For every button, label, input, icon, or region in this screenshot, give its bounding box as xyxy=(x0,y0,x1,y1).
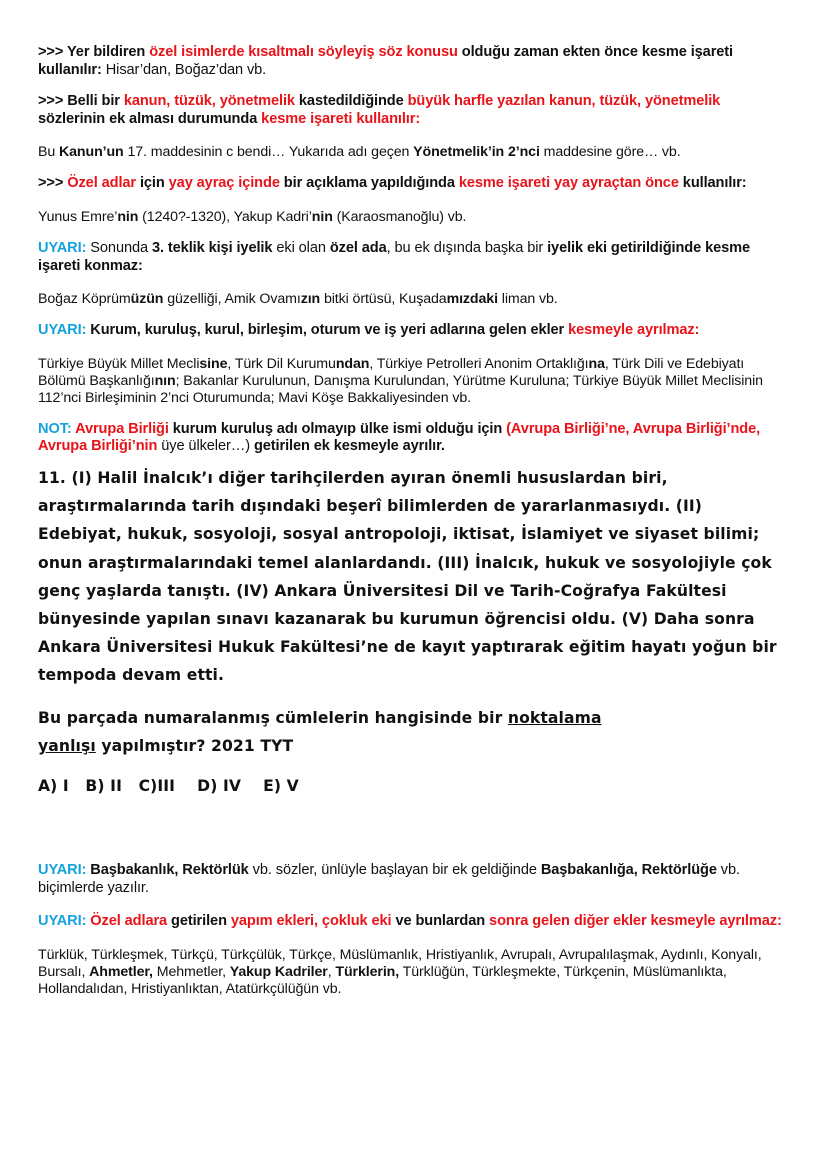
example-text: Boğaz Köprüm xyxy=(38,291,131,308)
warning-bold: özel ada xyxy=(329,239,387,256)
example-text: Türkiye Büyük Millet Mecli xyxy=(38,355,200,372)
warning-label: UYARI: xyxy=(38,862,87,879)
warning-text: Sonunda xyxy=(86,239,152,256)
warning-text: eki olan xyxy=(272,239,330,256)
document-page xyxy=(38,44,790,998)
example-possessive xyxy=(38,291,790,308)
warning-consonant-softening xyxy=(38,862,790,897)
rule-text: kullanılır: xyxy=(678,175,747,192)
example-text: liman vb. xyxy=(497,291,558,308)
warning-bold: iyelik eki getirildiğinde kesme işareti konmaz: xyxy=(38,239,751,274)
rule-text: sözlerinin ek alması durumunda xyxy=(38,110,262,127)
example-bold: Kanun’un xyxy=(59,144,124,161)
example-text: Türklük, Türkleşmek, Türkçü, Türkçülük, Türkçe, Müslümanlık, Hristiyanlık, Avrupalı, Avrupalılaşmak, Aydınlı, Konyalı, Bursalı, xyxy=(38,946,762,980)
rule-highlight: yay ayraç içinde xyxy=(168,175,280,192)
rule-text: olduğu zaman ekten önce kesme işareti kullanılır: xyxy=(38,44,734,78)
note-text: üye ülkeler…) xyxy=(157,438,250,455)
example-bold: nin xyxy=(311,208,333,225)
rule-examples: Hisar’dan, Boğaz’dan vb. xyxy=(101,61,267,78)
question-number: 11. xyxy=(38,468,66,487)
answer-options xyxy=(38,772,790,800)
example-text: Türklüğün, Türkleşmekte, Türkçenin, Müslümanlıkta, Hollandalıdan, Hristiyanlıktan, Atatürkçülüğün vb. xyxy=(38,963,727,997)
example-text: güzelliği, Amik Ovamı xyxy=(163,291,301,308)
example-bold: ndan xyxy=(335,355,370,372)
rule-marker: >>> xyxy=(38,44,67,60)
example-bold: Yakup Kadriler xyxy=(229,963,328,980)
warning-institutions xyxy=(38,322,790,340)
example-text: , Türkiye Petrolleri Anonim Ortaklığı xyxy=(369,355,589,372)
rule-highlight: kesme işareti yay ayraçtan önce xyxy=(458,175,679,192)
example-text: 17. maddesinin c bendi… Yukarıda adı geçen xyxy=(123,144,414,161)
rule-text: kastedildiğinde xyxy=(294,93,408,110)
warning-bold: Başbakanlığa, Rektörlüğe xyxy=(540,862,717,879)
example-bold: Yönetmelik’in 2’nci xyxy=(413,144,540,161)
option-d[interactable]: D) IV xyxy=(197,776,242,795)
rule-law-regulation xyxy=(38,93,790,128)
example-law-regulation xyxy=(38,144,790,161)
example-bold: nın xyxy=(154,372,176,389)
example-text: ; Bakanlar Kurulunun, Danışma Kurulundan, Yürütme Kuruluna; Türkiye Büyük Millet Meclisinin 112’nci Birleşiminin 2’nci Oturumunda; Mavi Köşe Bakkaliyesinden vb. xyxy=(38,372,763,406)
example-text: bitki örtüsü, Kuşada xyxy=(320,291,447,308)
warning-label: UYARI: xyxy=(38,913,87,930)
example-text: Yunus Emre’ xyxy=(38,208,118,225)
note-highlight: (Avrupa Birliği’ne, Avrupa Birliği’nde, Avrupa Birliği’nin xyxy=(38,420,761,455)
stem-text: yapılmıştır? 2021 TYT xyxy=(95,736,294,755)
rule-highlight: özel isimlerde kısaltmalı söyleyiş söz konusu xyxy=(149,44,458,60)
option-e[interactable]: E) V xyxy=(263,776,299,795)
example-institutions xyxy=(38,356,790,407)
rule-parenthesis xyxy=(38,175,790,193)
stem-text: Bu parçada numaralanmış cümlelerin hangisinde bir xyxy=(38,708,508,727)
rule-text: için xyxy=(136,175,169,192)
option-c[interactable]: C)III xyxy=(138,776,176,795)
example-text: (Karaosmanoğlu) vb. xyxy=(332,208,467,225)
rule-highlight: kanun, tüzük, yönetmelik xyxy=(123,93,295,110)
rule-highlight: Özel adlar xyxy=(67,175,136,192)
warning-highlight: Özel adlara xyxy=(86,913,168,930)
warning-text: vb. sözler, ünlüyle başlayan bir ek geldiğinde xyxy=(248,862,541,879)
example-text: maddesine göre… vb. xyxy=(539,144,681,161)
warning-highlight: yapım ekleri, çokluk eki xyxy=(230,913,392,930)
example-bold: Ahmetler, xyxy=(89,963,153,980)
example-bold: sine xyxy=(199,355,228,372)
rule-marker: >>> xyxy=(38,175,68,192)
example-text: Mehmetler, xyxy=(152,963,230,980)
note-european-union xyxy=(38,421,790,456)
example-text: , Türk Dili ve Edebiyatı Bölümü Başkanlığı xyxy=(38,355,745,389)
note-label: NOT: xyxy=(38,420,72,437)
option-b[interactable]: B) II xyxy=(85,776,122,795)
note-highlight: Avrupa Birliği xyxy=(71,420,169,437)
warning-bold: 3. teklik kişi iyelik xyxy=(151,239,273,256)
example-bold: mızdaki xyxy=(446,291,498,308)
question-passage xyxy=(38,464,790,690)
warning-possessive xyxy=(38,240,790,275)
example-bold: na xyxy=(588,355,605,372)
rule-text: Belli bir xyxy=(67,93,124,110)
warning-label: UYARI: xyxy=(38,322,87,339)
warning-bold: Başbakanlık, Rektörlük xyxy=(86,862,249,879)
example-derivational-suffixes xyxy=(38,947,790,998)
rule-text: Yer bildiren xyxy=(66,44,150,60)
example-bold: Türklerin, xyxy=(335,963,400,980)
example-parenthesis xyxy=(38,209,790,226)
example-text: (1240?-1320), Yakup Kadri’ xyxy=(138,208,312,225)
warning-text: , bu ek dışında başka bir xyxy=(386,239,548,256)
example-bold: üzün xyxy=(130,291,164,308)
rule-marker: >>> xyxy=(38,93,68,110)
warning-label: UYARI: xyxy=(38,239,87,256)
warning-bold: Kurum, kuruluş, kurul, birleşim, oturum ve iş yeri adlarına gelen ekler xyxy=(86,322,569,339)
option-a[interactable]: A) I xyxy=(38,776,69,795)
warning-text: vb. biçimlerde yazılır. xyxy=(38,862,740,896)
question-stem xyxy=(38,704,658,760)
example-bold: zın xyxy=(300,291,321,308)
rule-highlight: kesme işareti kullanılır: xyxy=(261,110,421,127)
example-bold: nin xyxy=(117,208,139,225)
rule-highlight: büyük harfle yazılan kanun, tüzük, yönetmelik xyxy=(407,93,721,110)
warning-highlight: kesmeyle ayrılmaz: xyxy=(568,322,700,339)
rule-text: bir açıklama yapıldığında xyxy=(279,175,459,192)
warning-bold: getirilen xyxy=(167,913,231,930)
warning-derivational-suffixes xyxy=(38,913,790,931)
note-bold: kurum kuruluş adı olmayıp ülke ismi olduğu için xyxy=(168,420,507,437)
stem-underlined: noktalama yanlışı xyxy=(38,708,602,755)
example-text: , xyxy=(327,963,336,980)
note-bold: getirilen ek kesmeyle ayrılır. xyxy=(249,438,445,455)
warning-bold: ve bunlardan xyxy=(391,913,490,930)
example-text: , Türk Dil Kurumu xyxy=(227,355,336,372)
rule-abbreviated-proper-names xyxy=(38,44,790,79)
example-text: Bu xyxy=(38,144,59,161)
question-text: (I) Halil İnalcık’ı diğer tarihçilerden ayıran önemli hususlardan biri, araştırmalarında tarih dışındaki beşerî bilimlerden de yararlanmasıydı. (II) Edebiyat, hukuk, sosyoloji, sosyal antropoloji, iktisat, İslamiyet ve siyaset bilimi; onun araştırmalarındaki temel alanlardandı. (III) İnalcık, hukuk ve sosyolojiyle çok genç yaşlarda tanıştı. (IV) Ankara Üniversitesi Dil ve Tarih-Coğrafya Fakültesi bünyesinde yapılan sınavı kazanarak bu kurumun öğrencisi oldu. (V) Daha sonra Ankara Üniversitesi Hukuk Fakültesi’ne de kayıt yaptırarak eğitim hayatı yoğun bir tempoda devam etti. xyxy=(38,468,777,685)
warning-highlight: sonra gelen diğer ekler kesmeyle ayrılmaz: xyxy=(489,913,782,930)
